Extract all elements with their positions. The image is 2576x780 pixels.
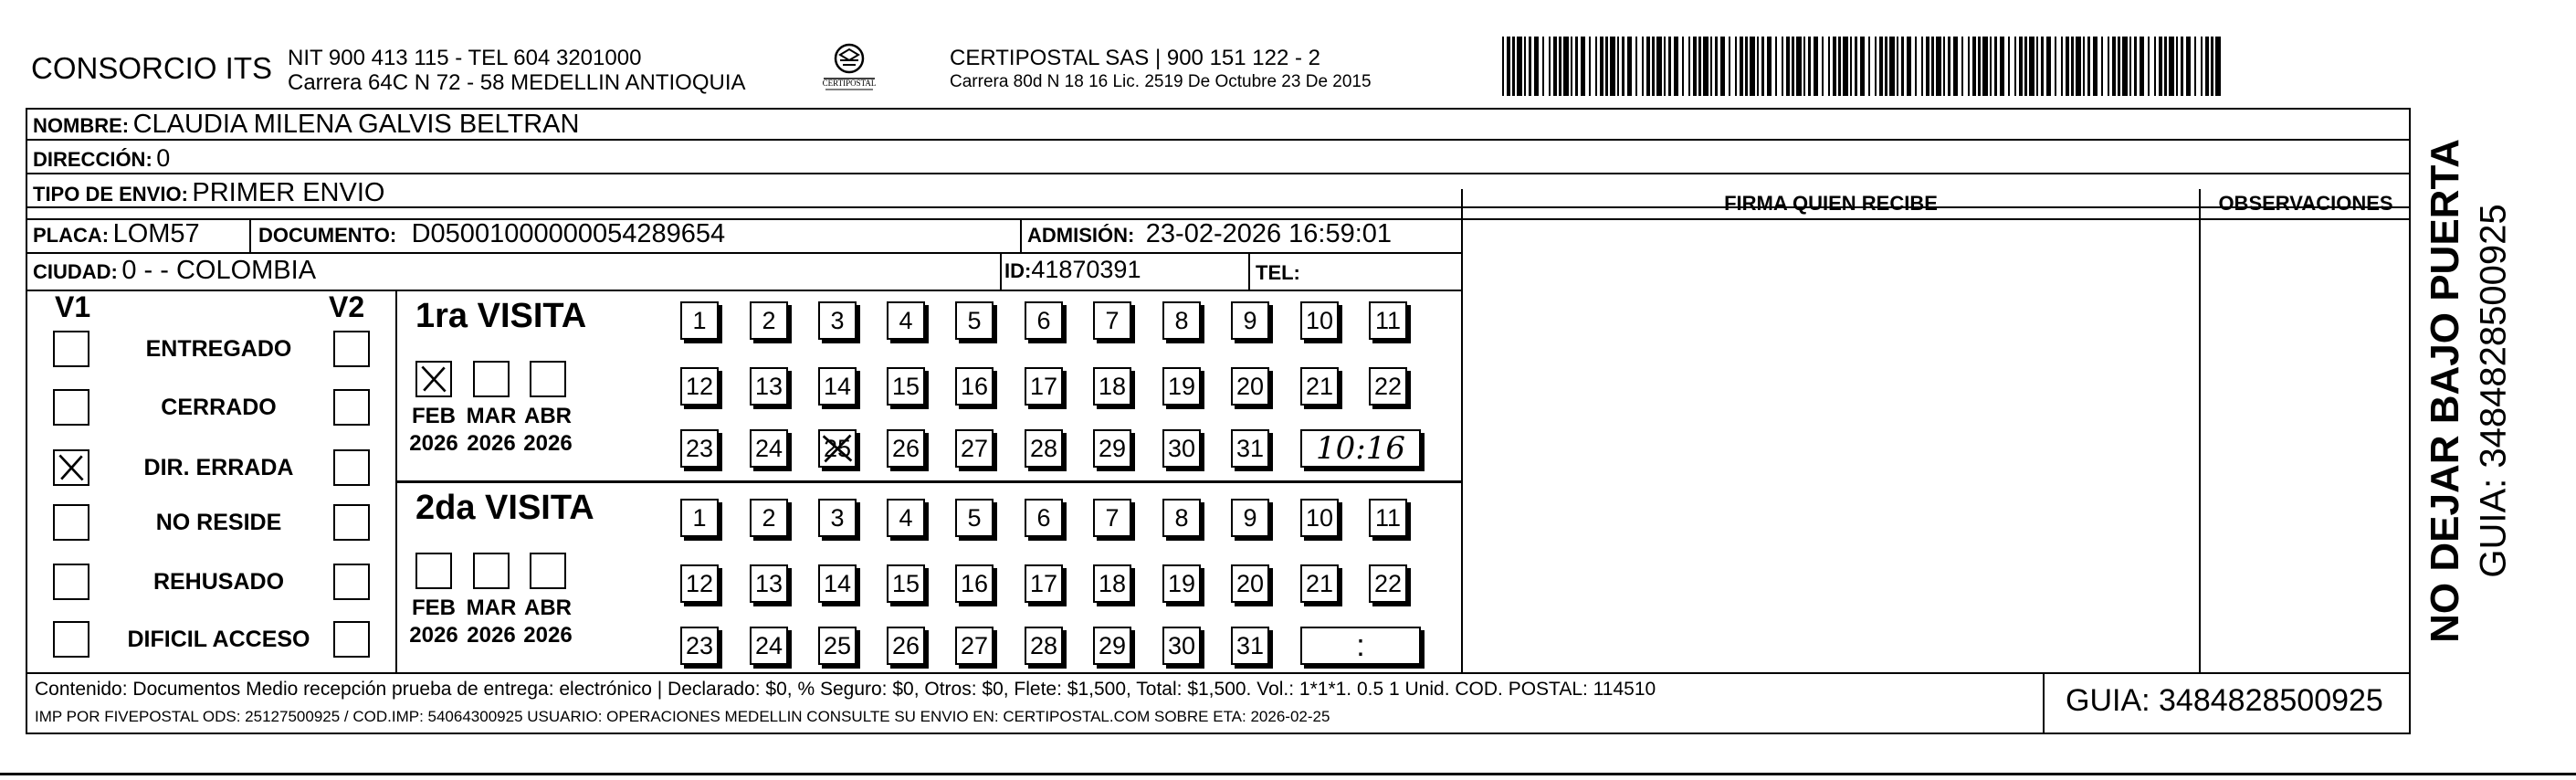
day-number: 6 bbox=[1036, 504, 1051, 532]
v1-checkbox[interactable] bbox=[53, 564, 89, 600]
day-number: 12 bbox=[685, 373, 714, 400]
v2-checkbox[interactable] bbox=[333, 449, 370, 486]
tel-cell bbox=[1256, 258, 1300, 286]
address-label: DIRECCIÓN: bbox=[33, 148, 152, 171]
day-box[interactable] bbox=[1231, 367, 1269, 406]
day-box[interactable] bbox=[1162, 367, 1201, 406]
observations-header: OBSERVACIONES bbox=[2218, 192, 2393, 215]
day-number: 29 bbox=[1098, 435, 1127, 462]
day-box[interactable] bbox=[750, 367, 788, 406]
flag-label: DIR. ERRADA bbox=[143, 455, 294, 480]
day-number: 20 bbox=[1235, 570, 1265, 597]
day-number: 23 bbox=[685, 435, 714, 462]
v2-checkbox[interactable] bbox=[333, 389, 370, 426]
day-number: 12 bbox=[685, 570, 714, 597]
bottom-rule bbox=[0, 773, 2576, 775]
day-box[interactable] bbox=[750, 499, 788, 537]
day-box[interactable] bbox=[1025, 367, 1063, 406]
day-number: 20 bbox=[1235, 373, 1265, 400]
month-checkbox-feb[interactable] bbox=[415, 553, 452, 589]
day-box[interactable] bbox=[887, 627, 925, 665]
day-number: 9 bbox=[1243, 504, 1257, 532]
admission-label: ADMISIÓN: bbox=[1027, 224, 1135, 247]
day-number: 16 bbox=[960, 373, 989, 400]
day-box[interactable] bbox=[955, 499, 994, 537]
day-box[interactable] bbox=[887, 499, 925, 537]
id-cell bbox=[1004, 256, 1141, 284]
day-box[interactable] bbox=[1162, 564, 1201, 603]
day-box[interactable] bbox=[1093, 499, 1131, 537]
day-number: 14 bbox=[823, 570, 852, 597]
day-number: 21 bbox=[1305, 373, 1334, 400]
tel-label: TEL: bbox=[1256, 261, 1300, 284]
day-number: 16 bbox=[960, 570, 989, 597]
day-number: 24 bbox=[754, 632, 783, 659]
recipient-name: CLAUDIA MILENA GALVIS BELTRAN bbox=[132, 110, 580, 139]
v2-header: V2 bbox=[329, 290, 365, 323]
day-number: 9 bbox=[1243, 307, 1257, 334]
day-number: 8 bbox=[1174, 307, 1189, 334]
month-checkbox-abr[interactable] bbox=[530, 361, 566, 397]
day-number: 28 bbox=[1029, 632, 1058, 659]
v1-checkbox[interactable] bbox=[53, 621, 89, 658]
month-checkbox-abr[interactable] bbox=[530, 553, 566, 589]
certipostal-logo-icon bbox=[813, 42, 886, 95]
footer-printed: IMP POR FIVEPOSTAL ODS: 25127500925 / COD.IMP: 54064300925 USUARIO: OPERACIONES MEDELLIN CONSULTE SU ENVIO EN: CERTIPOSTAL.COM SOBRE ETA: 2026-02-25 bbox=[35, 708, 1330, 725]
side-notice bbox=[2418, 135, 2473, 647]
day-box[interactable] bbox=[887, 367, 925, 406]
admission-cell bbox=[1027, 219, 1392, 249]
flag-label: NO RESIDE bbox=[155, 510, 282, 535]
day-number: 5 bbox=[967, 307, 982, 334]
city-cell bbox=[33, 256, 316, 286]
day-box[interactable] bbox=[680, 429, 719, 468]
day-number: 31 bbox=[1235, 435, 1265, 462]
day-number: 10 bbox=[1305, 504, 1334, 532]
month-checkbox-mar[interactable] bbox=[473, 553, 510, 589]
id-value: 41870391 bbox=[1031, 256, 1141, 283]
plate-label: PLACA: bbox=[33, 224, 110, 247]
day-number: 22 bbox=[1373, 373, 1403, 400]
day-box[interactable] bbox=[818, 499, 857, 537]
flag-label: ENTREGADO bbox=[145, 336, 292, 362]
day-box[interactable] bbox=[1231, 429, 1269, 468]
v1-checkbox[interactable] bbox=[53, 449, 89, 486]
day-box[interactable] bbox=[1231, 564, 1269, 603]
day-box[interactable] bbox=[887, 564, 925, 603]
visit2-title: 2da VISITA bbox=[415, 489, 594, 527]
month-label: FEB bbox=[412, 596, 456, 620]
day-number: 23 bbox=[685, 632, 714, 659]
v1-checkbox[interactable] bbox=[53, 331, 89, 367]
name-row bbox=[33, 110, 579, 139]
month-label: MAR bbox=[466, 404, 517, 428]
day-box[interactable] bbox=[1369, 564, 1407, 603]
v1-checkbox[interactable] bbox=[53, 389, 89, 426]
day-box[interactable] bbox=[680, 627, 719, 665]
day-number: 8 bbox=[1174, 504, 1189, 532]
month-checkbox-mar[interactable] bbox=[473, 361, 510, 397]
day-box[interactable] bbox=[1162, 429, 1201, 468]
company-nit-tel: NIT 900 413 115 - TEL 604 3201000 bbox=[288, 46, 642, 70]
document-cell bbox=[258, 219, 725, 249]
day-box[interactable] bbox=[1025, 627, 1063, 665]
day-number: 1 bbox=[692, 307, 707, 334]
v2-checkbox[interactable] bbox=[333, 504, 370, 541]
day-box[interactable] bbox=[1231, 627, 1269, 665]
day-box[interactable] bbox=[955, 367, 994, 406]
day-number: 11 bbox=[1374, 504, 1402, 532]
day-box[interactable] bbox=[1093, 429, 1131, 468]
carrier-license: Carrera 80d N 18 16 Lic. 2519 De Octubre 23 De 2015 bbox=[950, 72, 1372, 91]
day-box[interactable] bbox=[750, 301, 788, 340]
day-box[interactable] bbox=[955, 301, 994, 340]
day-number: 13 bbox=[754, 373, 783, 400]
v2-checkbox[interactable] bbox=[333, 331, 370, 367]
day-number: 31 bbox=[1235, 632, 1265, 659]
day-box[interactable] bbox=[818, 429, 857, 468]
day-number: 14 bbox=[823, 373, 852, 400]
day-number: 17 bbox=[1029, 570, 1058, 597]
day-box[interactable] bbox=[818, 301, 857, 340]
day-number: 4 bbox=[899, 504, 913, 532]
day-box[interactable] bbox=[750, 429, 788, 468]
day-box[interactable] bbox=[1300, 301, 1339, 340]
document-value: D05001000000054289654 bbox=[411, 219, 726, 248]
time-field[interactable]: 10:16 bbox=[1300, 429, 1421, 468]
signature-header: FIRMA QUIEN RECIBE bbox=[1724, 192, 1938, 215]
day-number: 19 bbox=[1167, 570, 1196, 597]
day-box[interactable] bbox=[887, 429, 925, 468]
flag-label: DIFICIL ACCESO bbox=[127, 627, 310, 652]
day-box[interactable] bbox=[955, 564, 994, 603]
day-box[interactable] bbox=[1300, 499, 1339, 537]
header bbox=[0, 0, 2420, 105]
month-year: 2026 bbox=[409, 623, 458, 648]
day-box[interactable] bbox=[750, 564, 788, 603]
v2-checkbox[interactable] bbox=[333, 564, 370, 600]
day-box[interactable] bbox=[1162, 499, 1201, 537]
day-number: 22 bbox=[1373, 570, 1403, 597]
send-type-value: PRIMER ENVIO bbox=[192, 178, 385, 207]
month-year: 2026 bbox=[523, 431, 573, 456]
flag-label: CERRADO bbox=[161, 395, 277, 420]
day-number: 11 bbox=[1374, 307, 1402, 334]
admission-value: 23-02-2026 16:59:01 bbox=[1145, 219, 1393, 248]
day-box[interactable] bbox=[1300, 564, 1339, 603]
plate-cell bbox=[33, 219, 200, 249]
day-number: 3 bbox=[830, 307, 845, 334]
day-box[interactable] bbox=[1162, 301, 1201, 340]
day-number: 15 bbox=[891, 373, 920, 400]
day-box[interactable] bbox=[818, 367, 857, 406]
id-label: ID: bbox=[1004, 259, 1032, 282]
time-field[interactable]: : bbox=[1300, 627, 1421, 665]
day-box[interactable] bbox=[1231, 301, 1269, 340]
day-box[interactable] bbox=[680, 301, 719, 340]
day-box[interactable] bbox=[1300, 367, 1339, 406]
day-number: 26 bbox=[891, 632, 920, 659]
day-number: 30 bbox=[1167, 435, 1196, 462]
city-value: 0 - - COLOMBIA bbox=[121, 256, 317, 285]
day-box[interactable] bbox=[680, 367, 719, 406]
company-address: Carrera 64C N 72 - 58 MEDELLIN ANTIOQUIA bbox=[288, 70, 746, 95]
day-number: 18 bbox=[1098, 373, 1127, 400]
day-number: 18 bbox=[1098, 570, 1127, 597]
visit1-title: 1ra VISITA bbox=[415, 297, 587, 335]
month-label: ABR bbox=[524, 404, 572, 428]
day-box[interactable] bbox=[1093, 564, 1131, 603]
month-year: 2026 bbox=[467, 431, 516, 456]
document-label: DOCUMENTO: bbox=[258, 224, 397, 247]
day-number: 19 bbox=[1167, 373, 1196, 400]
day-number: 27 bbox=[960, 632, 989, 659]
address-row bbox=[33, 144, 170, 173]
day-box[interactable] bbox=[680, 499, 719, 537]
barcode bbox=[1502, 37, 2224, 96]
day-box[interactable] bbox=[1369, 499, 1407, 537]
v1-header: V1 bbox=[55, 290, 91, 323]
day-number: 7 bbox=[1105, 307, 1120, 334]
month-checkbox-feb[interactable] bbox=[415, 361, 452, 397]
day-number: 25 bbox=[823, 632, 852, 659]
day-number: 2 bbox=[762, 307, 776, 334]
month-year: 2026 bbox=[467, 623, 516, 648]
day-box[interactable] bbox=[1093, 367, 1131, 406]
day-box[interactable] bbox=[1025, 499, 1063, 537]
day-box[interactable] bbox=[1369, 367, 1407, 406]
v1-checkbox[interactable] bbox=[53, 504, 89, 541]
day-number: 24 bbox=[754, 435, 783, 462]
day-box[interactable] bbox=[1369, 301, 1407, 340]
day-number: 21 bbox=[1305, 570, 1334, 597]
day-number: 6 bbox=[1036, 307, 1051, 334]
day-number: 3 bbox=[830, 504, 845, 532]
day-box[interactable] bbox=[1093, 301, 1131, 340]
company-name: CONSORCIO ITS bbox=[31, 51, 273, 85]
day-box[interactable] bbox=[887, 301, 925, 340]
day-number: 17 bbox=[1029, 373, 1058, 400]
day-number: 27 bbox=[960, 435, 989, 462]
month-year: 2026 bbox=[523, 623, 573, 648]
v2-checkbox[interactable] bbox=[333, 621, 370, 658]
day-number: 29 bbox=[1098, 632, 1127, 659]
day-box[interactable] bbox=[955, 627, 994, 665]
side-notice-text: NO DEJAR BAJO PUERTA bbox=[2423, 139, 2467, 643]
send-type-label: TIPO DE ENVIO: bbox=[33, 183, 188, 206]
name-label: NOMBRE: bbox=[33, 114, 130, 137]
city-label: CIUDAD: bbox=[33, 260, 118, 283]
day-number: 2 bbox=[762, 504, 776, 532]
side-guide-text: GUIA: 3484828500925 bbox=[2473, 204, 2514, 578]
day-box[interactable] bbox=[1025, 429, 1063, 468]
logo-text: CERTIPOSTAL bbox=[822, 79, 877, 88]
plate-value: LOM57 bbox=[112, 219, 200, 248]
carrier-name: CERTIPOSTAL SAS | 900 151 122 - 2 bbox=[950, 46, 1320, 70]
day-number: 25 bbox=[823, 435, 852, 462]
footer-guide: GUIA: 3484828500925 bbox=[2066, 683, 2383, 718]
recipient-address: 0 bbox=[156, 144, 171, 172]
month-label: FEB bbox=[412, 404, 456, 428]
day-box[interactable] bbox=[818, 627, 857, 665]
day-number: 28 bbox=[1029, 435, 1058, 462]
flag-label: REHUSADO bbox=[152, 569, 285, 595]
day-box[interactable] bbox=[1093, 627, 1131, 665]
day-box[interactable] bbox=[955, 429, 994, 468]
day-number: 7 bbox=[1105, 504, 1120, 532]
day-number: 10 bbox=[1305, 307, 1334, 334]
day-box[interactable] bbox=[818, 564, 857, 603]
day-box[interactable] bbox=[750, 627, 788, 665]
day-number: 30 bbox=[1167, 632, 1196, 659]
day-box[interactable] bbox=[1025, 564, 1063, 603]
day-box[interactable] bbox=[680, 564, 719, 603]
month-label: MAR bbox=[466, 596, 517, 620]
side-guide bbox=[2471, 135, 2517, 647]
day-number: 26 bbox=[891, 435, 920, 462]
day-number: 13 bbox=[754, 570, 783, 597]
send-type-row bbox=[33, 178, 384, 208]
day-box[interactable] bbox=[1231, 499, 1269, 537]
day-box[interactable] bbox=[1025, 301, 1063, 340]
footer-content: Contenido: Documentos Medio recepción prueba de entrega: electrónico | Declarado: $0, % Seguro: $0, Otros: $0, Flete: $1,500, Total: $1,500. Vol.: 1*1*1. 0.5 1 Unid. COD. POSTAL: 114510 bbox=[35, 679, 1656, 700]
month-year: 2026 bbox=[409, 431, 458, 456]
day-number: 15 bbox=[891, 570, 920, 597]
day-number: 4 bbox=[899, 307, 913, 334]
day-number: 5 bbox=[967, 504, 982, 532]
day-box[interactable] bbox=[1162, 627, 1201, 665]
day-number: 1 bbox=[692, 504, 707, 532]
month-label: ABR bbox=[524, 596, 572, 620]
